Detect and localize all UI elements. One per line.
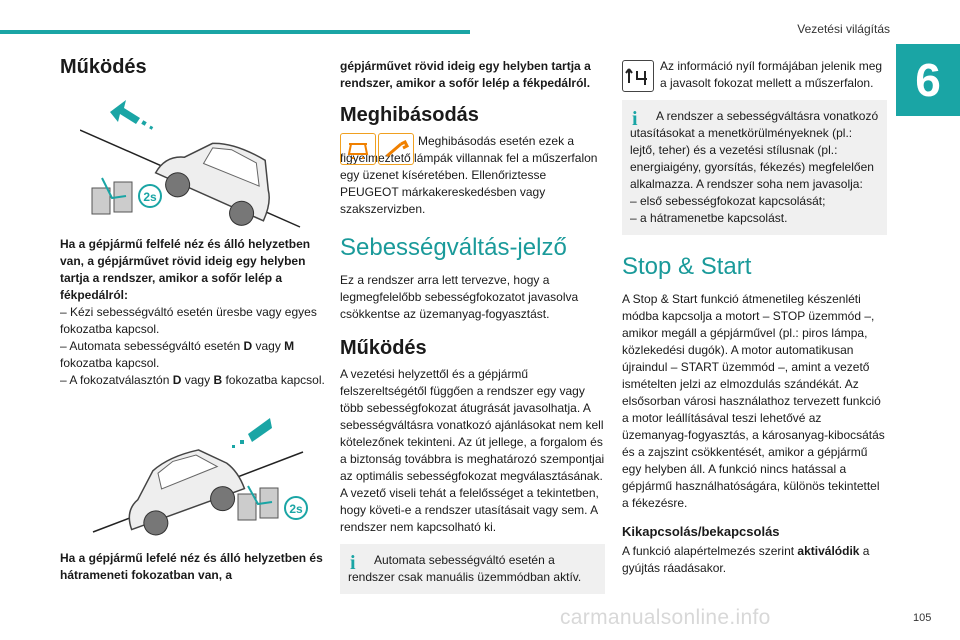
downhill-continuation: gépjárművet rövid ideig egy helyben tartja a rendszer, amikor a sofőr lelép a fékpedálról. [340,59,591,90]
info-icon: i [350,552,356,574]
uphill-item-auto: – Automata sebességváltó esetén D vagy M fokozatba kapcsol. [60,339,295,370]
timer-label: 2s [143,190,157,204]
info-text-auto: Automata sebességváltó esetén a rendszer csak manuális üzemmódban aktív. [348,553,582,584]
uphill-item-selector: – A fokozatválasztón D vagy B fokozatba kapcsol. [60,373,325,387]
heading-gear-operation: Működés [340,337,427,359]
pedal-icon [92,178,132,214]
page-number: 105 [913,612,932,624]
info-item-reverse: – a hátramenetbe kapcsolást. [630,211,788,225]
warning-lamp-icon [340,133,376,165]
gear-info-text: Az információ nyíl formájában jelenik meg a javasolt fokozat mellett a műszerfalon. [660,59,883,90]
chapter-tab: 6 [896,44,960,116]
toggle-text: A funkció alapértelmezés szerint aktiválódik a gyújtás ráadásakor. [622,544,870,575]
car-silhouette-icon [150,121,287,230]
heading-stop-start: Stop & Start [622,253,752,280]
info-item-first-gear: – első sebességfokozat kapcsolását; [630,194,826,208]
column-3 [622,50,887,577]
uphill-item-manual: – Kézi sebességváltó esetén üresbe vagy egyes fokozatba kapcsol. [60,305,317,336]
gear-shift-indicator-icon [622,60,654,92]
car-silhouette-icon [113,438,249,537]
info-box-auto [340,544,605,594]
info-box-gear [622,100,887,235]
heading-gear-indicator: Sebességváltás-jelző [340,234,567,261]
section-title: Vezetési világítás [797,22,890,36]
pedal-icon [238,486,278,520]
column-1 [60,50,325,79]
uphill-lead: Ha a gépjármű felfelé néz és álló helyzetben van, a gépjárművet rövid ideig egy helyben tartja a rendszer, amikor a sofőr lelép a fékpedálról: [60,237,311,302]
info-text-gear: A rendszer a sebességváltásra vonatkozó utasításokat a menetkörülményeknek (pl.: lejtő, teher) és a vezetési stílusnak (pl.: energiaigény, gyorsítás, fékezés) megfelelően alkalmazza. A rendszer soha nem javasolja: [630,109,879,191]
direction-arrow-icon [110,100,153,130]
timer-label: 2s [289,502,303,516]
info-icon: i [632,108,638,130]
gear-operation-text: A vezetési helyzettől és a gépjármű felszereltségétől függően a rendszer egy vagy több sebességfokozat átugrását javasolhatja. A sebességváltásra vonatkozó ajánlásokat nem kell kötelezőnek tekinteni. Az út jellege, a forgalom és a biztonság továbbra is meghatározó szempontjai az optimális sebességfokozat megválasztásának. A vezető viseli tehát a felelősséget a tekintetben, hogy követi-e a rendszer utasításait vagy sem. A rendszer nem kapcsolható ki. [340,367,605,534]
downhill-text-block [60,550,325,584]
header-accent-bar [0,30,470,34]
uphill-text-block [60,236,325,389]
watermark: carmanualsonline.info [560,606,771,629]
gear-info-block [622,58,887,92]
stop-start-text: A Stop & Start funkció átmenetileg készenléti módba kapcsolja a motort – STOP üzemmód –, amikor megáll a gépjárművel (pl.: piros lámpa, közlekedési dugók). A motor automatikusan újraindul – START üzemmód –, amint a vezető ismételten jelzi az elmozdulás szándékát. Az elsősorban városi használathoz tervezett funkció a motor leállításával teszi lehetővé az üzemanyag-fogyasztás, a károsanyag-kibocsátás és a zajszint csökkentését, amikor a gépjármű egy helyben áll. A funkció nincs hatással a gépjármű használhatóságára, különös tekintettel a fékezésre. [622,292,885,510]
direction-arrow-icon [232,418,272,448]
heading-toggle: Kikapcsolás/bekapcsolás [622,524,780,539]
heading-fault: Meghibásodás [340,104,479,126]
column-2 [340,50,605,594]
gear-intro-text: Ez a rendszer arra lett tervezve, hogy a legmegfelelőbb sebességfokozatot javasolva csökkentse az üzemanyag-fogyasztást. [340,273,579,321]
service-wrench-icon [378,133,414,165]
fault-text: Meghibásodás esetén ezek a figyelmeztető lámpák villannak fel a műszerfalon egy üzenet kíséretében. Ellenőriztesse PEUGEOT márkakereskedésben vagy szakszervizben. [340,134,598,216]
downhill-lead: Ha a gépjármű lefelé néz és álló helyzetben és hátrameneti fokozatban van, a [60,551,323,582]
heading-operation: Működés [60,56,147,78]
fault-block [340,133,605,218]
uphill-car-figure [80,90,305,230]
downhill-car-figure [88,412,313,537]
